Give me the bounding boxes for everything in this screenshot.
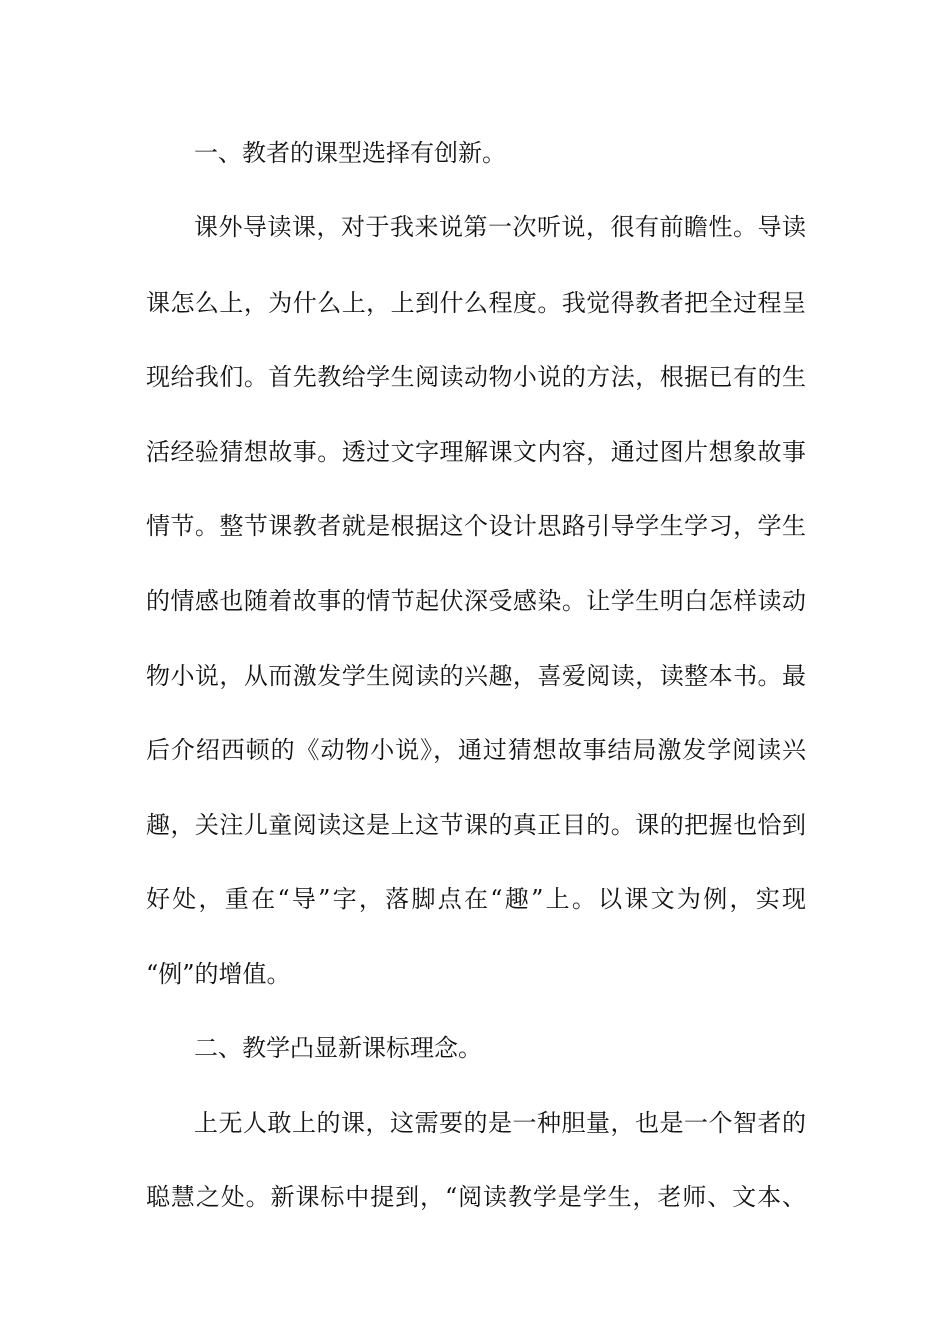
paragraph-line: 的情感也随着故事的情节起伏深受感染。让学生明白怎样读动	[146, 587, 806, 615]
paragraph-last-line: “例”的增值。	[146, 960, 291, 988]
paragraph-line: 物小说，从而激发学生阅读的兴趣，喜爱阅读，读整本书。最	[146, 662, 806, 690]
paragraph-line: 上无人敢上的课，这需要的是一种胆量，也是一个智者的	[194, 1109, 806, 1137]
paragraph-line: 后介绍西顿的《动物小说》，通过猜想故事结局激发学阅读兴	[146, 736, 806, 764]
paragraph-line: 活经验猜想故事。透过文字理解课文内容，通过图片想象故事	[146, 438, 806, 466]
paragraph-line: 情节。整节课教者就是根据这个设计思路引导学生学习，学生	[146, 512, 806, 540]
paragraph-line: 现给我们。首先教给学生阅读动物小说的方法，根据已有的生	[146, 363, 806, 391]
paragraph-line: 好处，重在“导”字，落脚点在“趣”上。以课文为例，实现	[146, 885, 806, 913]
paragraph-line: 课外导读课，对于我来说第一次听说，很有前瞻性。导读	[194, 213, 806, 241]
paragraph-line: 趣，关注儿童阅读这是上这节课的真正目的。课的把握也恰到	[146, 811, 806, 839]
paragraph-line: 课怎么上，为什么上，上到什么程度。我觉得教者把全过程呈	[146, 289, 806, 317]
paragraph-line: 聪慧之处。新课标中提到，“阅读教学是学生，老师、文本、	[146, 1183, 806, 1211]
heading-two: 二、教学凸显新课标理念。	[194, 1034, 482, 1062]
heading-one: 一、教者的课型选择有创新。	[194, 139, 506, 167]
